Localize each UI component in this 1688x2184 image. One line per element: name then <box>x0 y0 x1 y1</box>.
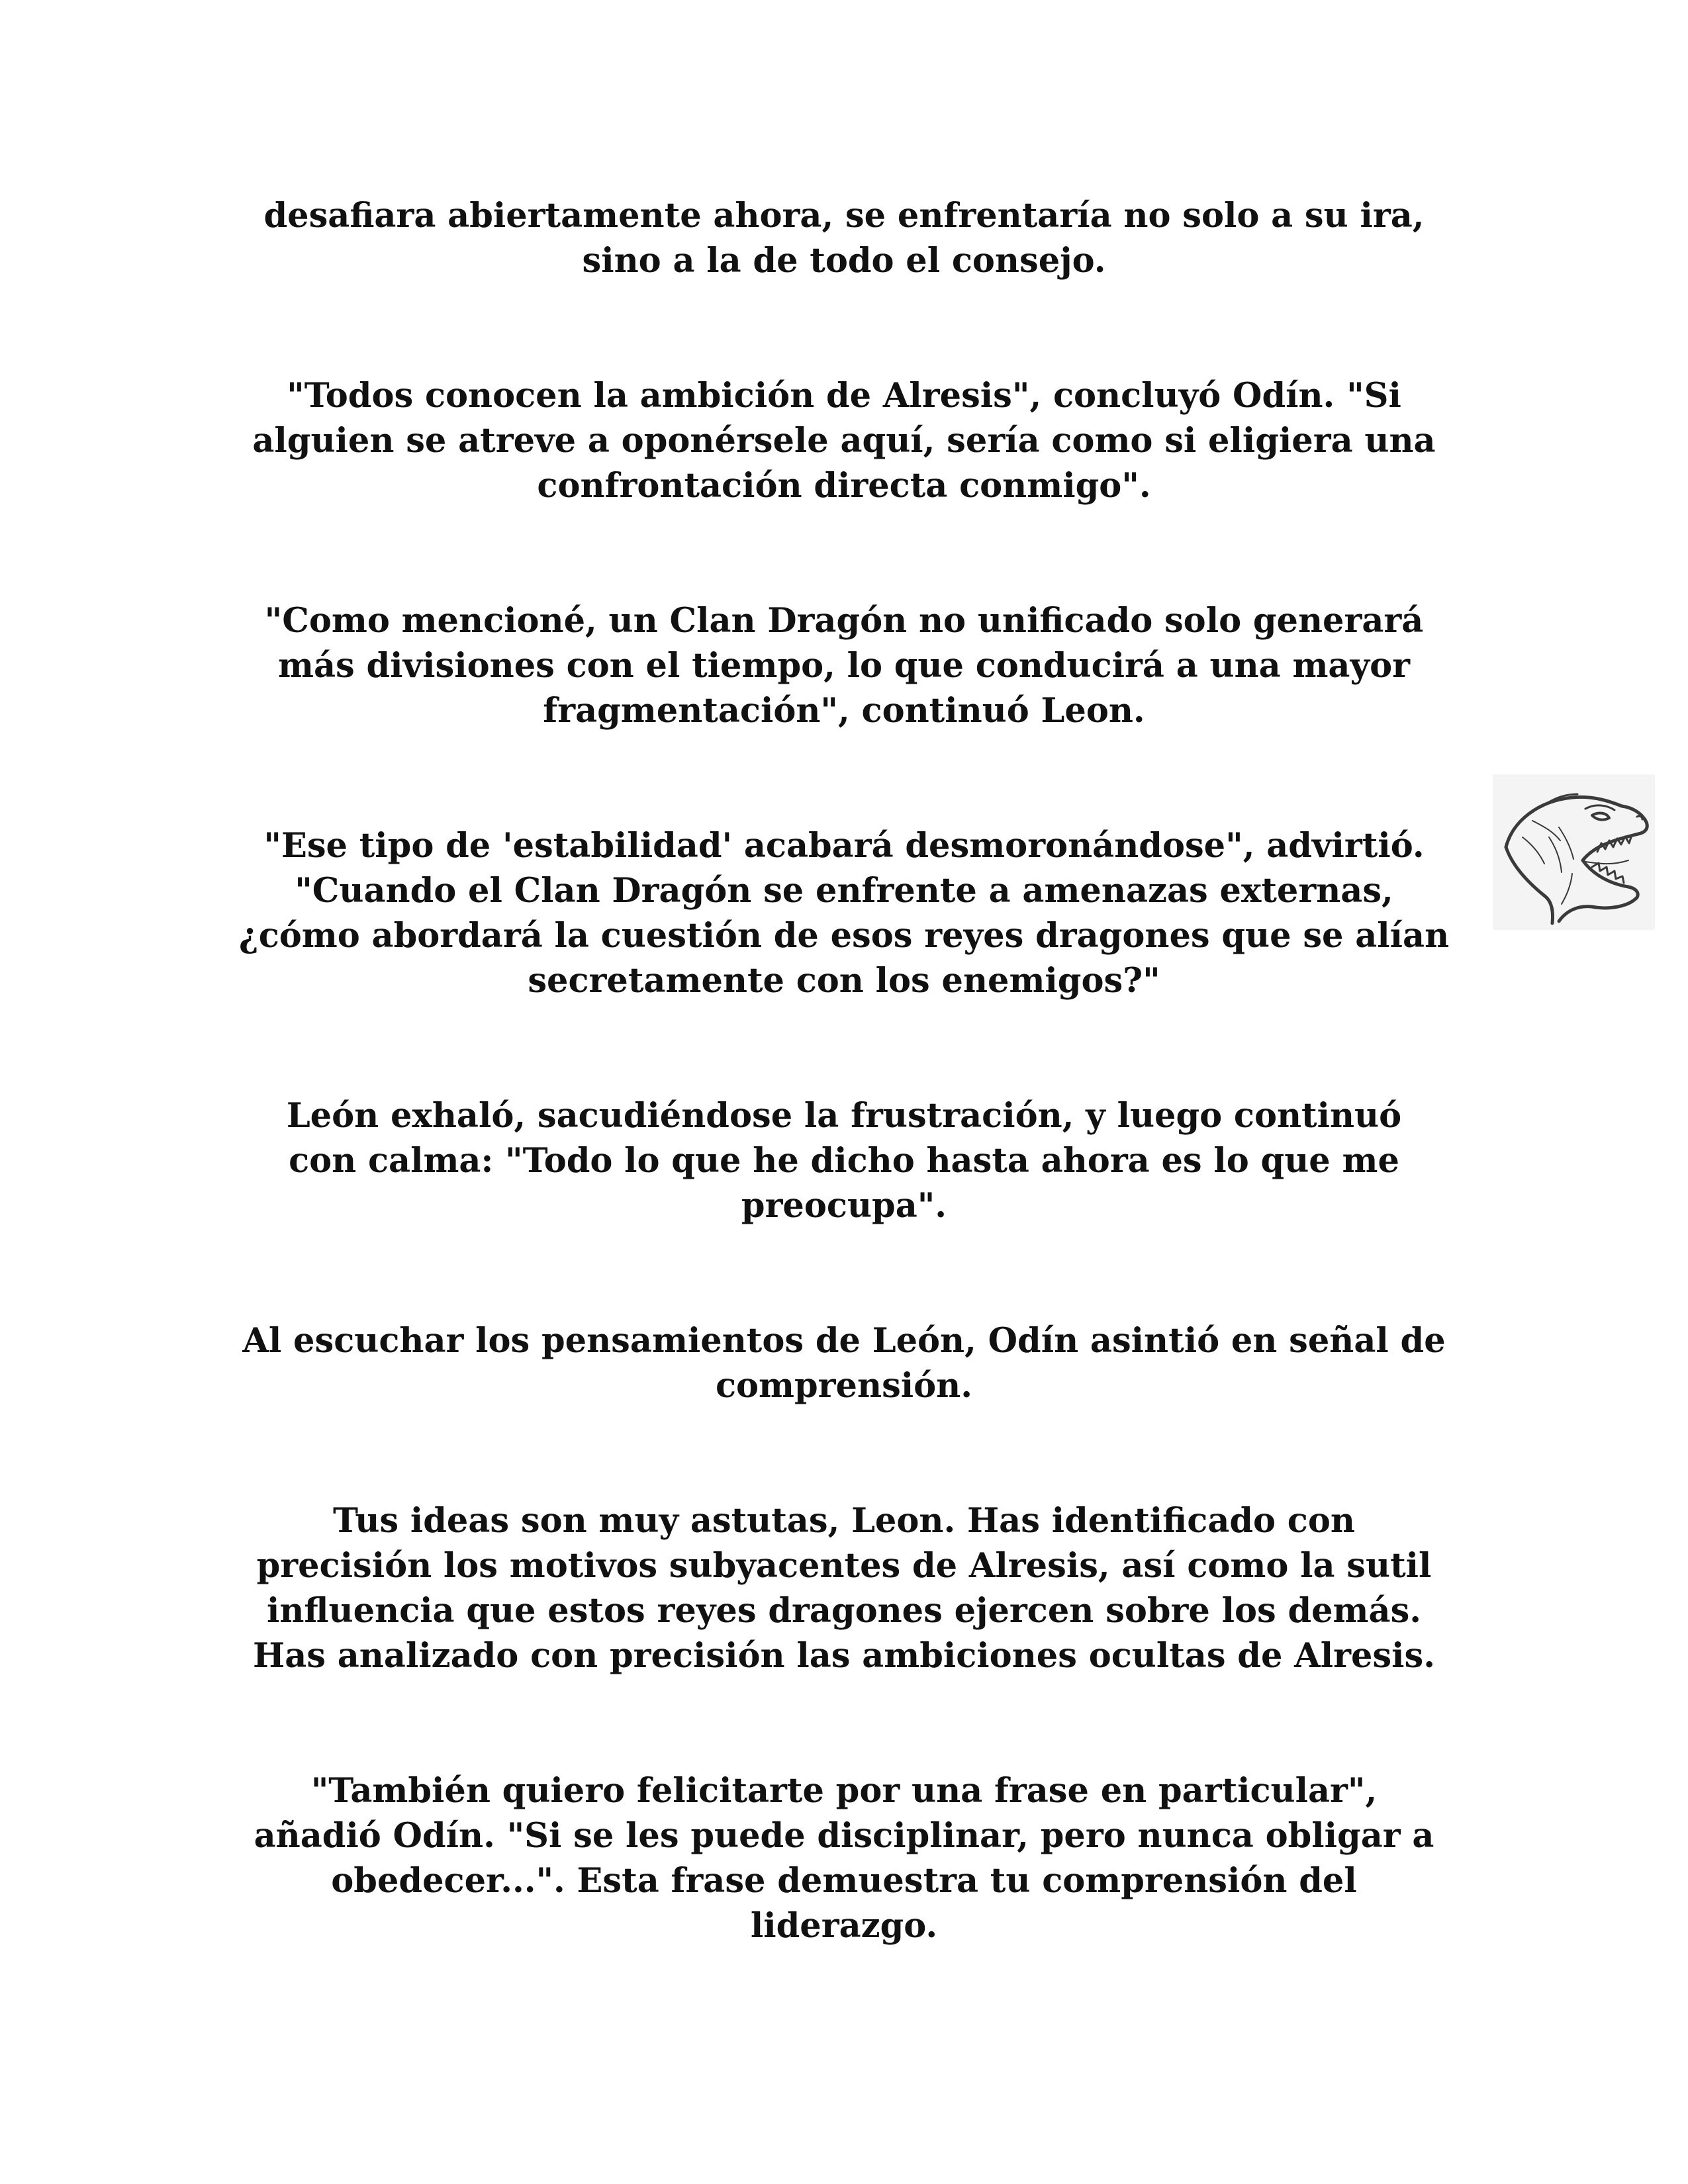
paragraph <box>218 1093 1470 1228</box>
text-line: precisión los motivos subyacentes de Alresis, así como la sutil <box>256 1546 1432 1586</box>
text-line: "Como mencioné, un Clan Dragón no unificado solo generará <box>264 601 1424 641</box>
text-line: León exhaló, sacudiéndose la frustración, y luego continuó <box>286 1096 1402 1136</box>
text-line: preocupa". <box>741 1186 947 1226</box>
text-line: "También quiero felicitarte por una frase en particular", <box>310 1771 1378 1811</box>
text-line: liderazgo. <box>750 1906 938 1946</box>
text-line: "Ese tipo de 'estabilidad' acabará desmoronándose", advirtió. <box>263 826 1425 866</box>
text-line: añadió Odín. "Si se les puede disciplinar, pero nunca obligar a <box>254 1816 1434 1856</box>
dragon-head-icon <box>1493 774 1655 930</box>
paragraph <box>218 1498 1470 1678</box>
text-line: con calma: "Todo lo que he dicho hasta ahora es lo que me <box>289 1141 1399 1181</box>
text-line: desafiara abiertamente ahora, se enfrentaría no solo a su ira, <box>263 196 1425 236</box>
text-line: influencia que estos reyes dragones ejercen sobre los demás. <box>266 1591 1422 1631</box>
story-text <box>218 193 1470 1948</box>
text-line: "Cuando el Clan Dragón se enfrente a amenazas externas, <box>295 871 1393 911</box>
text-line: más divisiones con el tiempo, lo que conducirá a una mayor <box>278 646 1410 686</box>
paragraph <box>218 193 1470 283</box>
paragraph <box>218 598 1470 733</box>
text-line: Has analizado con precisión las ambiciones ocultas de Alresis. <box>253 1636 1435 1676</box>
paragraph <box>218 373 1470 508</box>
text-line: Tus ideas son muy astutas, Leon. Has identificado con <box>333 1501 1355 1541</box>
text-line: ¿cómo abordará la cuestión de esos reyes dragones que se alían <box>238 916 1450 956</box>
paragraph <box>218 1768 1470 1948</box>
text-line: "Todos conocen la ambición de Alresis", concluyó Odín. "Si <box>287 376 1401 416</box>
paragraph <box>218 1318 1470 1408</box>
text-line: alguien se atreve a oponérsele aquí, sería como si eligiera una <box>252 421 1436 461</box>
text-line: fragmentación", continuó Leon. <box>543 691 1145 731</box>
text-line: comprensión. <box>715 1366 973 1406</box>
text-line: sino a la de todo el consejo. <box>582 241 1106 281</box>
text-line: confrontación directa conmigo". <box>537 466 1151 506</box>
text-line: secretamente con los enemigos?" <box>528 961 1160 1001</box>
paragraph <box>218 823 1470 1003</box>
text-line: Al escuchar los pensamientos de León, Odín asintió en señal de <box>242 1321 1446 1361</box>
text-line: obedecer...". Esta frase demuestra tu comprensión del <box>331 1861 1357 1901</box>
